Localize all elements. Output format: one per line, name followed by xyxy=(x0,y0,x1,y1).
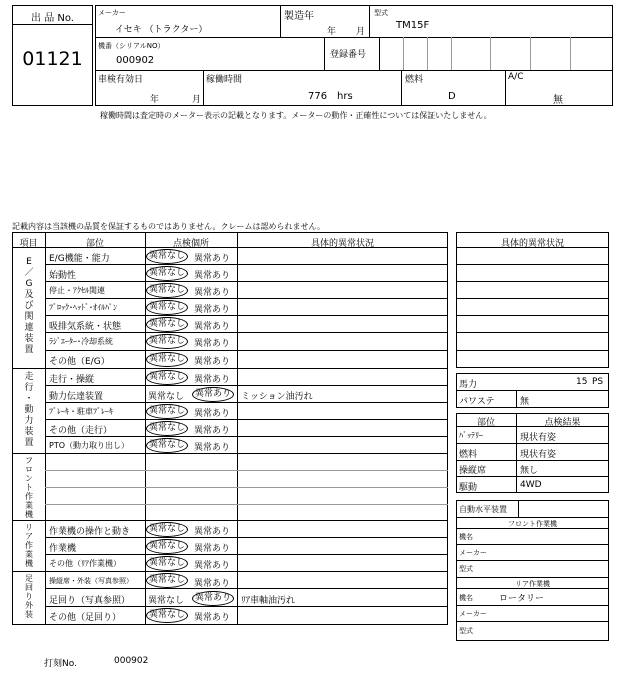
group-title-front-implement: フ ロ ン ト 作 業 機 xyxy=(25,456,33,519)
check-abnormal: 異常あり xyxy=(194,375,231,385)
row-part: 動力伝達装置 xyxy=(49,392,104,402)
right-detail-header: 具体的異常状況 xyxy=(500,239,564,249)
col-part-header: 部位 xyxy=(85,239,104,249)
inspection-year-unit: 年 xyxy=(150,95,160,105)
check-normal-circled: 異常なし xyxy=(146,249,188,264)
maker-label: メーカー xyxy=(98,9,126,17)
check-abnormal: 異常あり xyxy=(194,426,231,436)
row-detail: ミッション油汚れ xyxy=(241,392,313,402)
row-part: 操縦席・外装（写真参照） xyxy=(49,577,133,585)
inspection-result: 4WD xyxy=(520,480,542,490)
check-abnormal: 異常あり xyxy=(194,357,231,367)
check-normal: 異常なし xyxy=(148,596,185,606)
quality-note: 記載内容は当該機の品質を保証するものではありません。クレームは認められません。 xyxy=(12,222,325,231)
rear-maker-label: メーカー xyxy=(459,610,487,618)
col-check-header: 点検個所 xyxy=(172,239,209,249)
inspection-part: ﾊﾞｯﾃﾘｰ xyxy=(459,431,483,440)
check-normal-circled: 異常なし xyxy=(146,334,188,349)
check-abnormal: 異常あり xyxy=(194,544,231,554)
rear-name-value: ロータリー xyxy=(499,594,545,604)
registration-label: 登録番号 xyxy=(330,50,367,60)
inspection-result: 現状有姿 xyxy=(520,433,557,443)
row-part: 始動性 xyxy=(49,271,77,281)
row-part: その他（走行） xyxy=(49,426,113,436)
check-abnormal: 異常あり xyxy=(194,409,231,419)
row-part: 停止・ｱｸｾﾙ関連 xyxy=(49,286,105,295)
rear-implement-header: リア作業機 xyxy=(515,580,550,588)
hours-unit: hrs xyxy=(337,91,353,102)
part-header: 部位 xyxy=(476,418,495,428)
check-normal-circled: 異常なし xyxy=(146,352,188,367)
check-normal-circled: 異常なし xyxy=(146,266,188,281)
check-normal-circled: 異常なし xyxy=(146,404,188,419)
ac-value: 無 xyxy=(553,95,563,106)
check-abnormal: 異常あり xyxy=(194,271,231,281)
check-normal-circled: 異常なし xyxy=(146,539,188,554)
check-normal-circled: 異常なし xyxy=(146,317,188,332)
maker-value: イセキ （トラクター） xyxy=(115,25,208,35)
front-implement-header: フロント作業機 xyxy=(508,520,557,528)
group-title-engine: E ／ G 及 び 関 連 装 置 xyxy=(24,257,34,355)
front-name-label: 機名 xyxy=(459,533,473,541)
check-abnormal: 異常あり xyxy=(194,443,231,453)
inspection-result: 現状有姿 xyxy=(520,450,557,460)
row-part: 足回り（写真参照） xyxy=(49,596,131,606)
rear-name-label: 機名 xyxy=(459,594,473,602)
check-normal-circled: 異常なし xyxy=(146,370,188,385)
group-title-drive: 走 行 ・ 動 力 装 置 xyxy=(24,372,34,448)
row-part: 走行・操縦 xyxy=(49,375,95,385)
inspection-result: 無し xyxy=(520,466,539,476)
row-part: 作業機 xyxy=(49,544,77,554)
rear-model-label: 型式 xyxy=(459,627,473,635)
lot-label: 出 品 No. xyxy=(31,13,74,24)
check-normal-circled: 異常なし xyxy=(146,522,188,537)
model-value: TM15F xyxy=(396,20,430,31)
year-unit: 年 xyxy=(327,27,337,37)
stamp-value: 000902 xyxy=(114,656,149,666)
front-maker-label: メーカー xyxy=(459,549,487,557)
row-part: E/G機能・能力 xyxy=(49,254,110,264)
check-normal-circled: 異常なし xyxy=(146,438,188,453)
inspection-part: 燃料 xyxy=(459,450,478,460)
month-unit: 月 xyxy=(356,27,366,37)
check-abnormal-circled: 異常あり xyxy=(192,591,234,606)
check-abnormal: 異常あり xyxy=(194,561,231,571)
check-abnormal: 異常あり xyxy=(194,339,231,349)
auto-level-label: 自動水平装置 xyxy=(459,505,507,514)
col-detail-header: 具体的異常状況 xyxy=(310,239,374,249)
model-label: 型式 xyxy=(374,9,388,17)
check-abnormal: 異常あり xyxy=(194,322,231,332)
year-label: 製造年 xyxy=(284,11,314,22)
horsepower-value: 15 xyxy=(576,377,588,387)
row-part: その他（足回り） xyxy=(49,613,122,623)
hours-label: 稼働時間 xyxy=(206,75,243,85)
lot-number: 01121 xyxy=(22,48,83,70)
fuel-label: 燃料 xyxy=(405,75,424,85)
check-abnormal: 異常あり xyxy=(194,579,231,589)
row-part: ﾌﾞﾚｰｷ・駐車ﾌﾞﾚｰｷ xyxy=(49,407,113,416)
power-steering-value: 無 xyxy=(520,397,530,407)
check-normal-circled: 異常なし xyxy=(146,556,188,571)
row-part: PTO（動力取り出し） xyxy=(49,441,130,450)
inspection-label: 車検有効日 xyxy=(98,75,144,85)
serial-value: 000902 xyxy=(116,55,155,66)
check-normal-circled: 異常なし xyxy=(146,573,188,588)
check-abnormal: 異常あり xyxy=(194,254,231,264)
row-part: ﾌﾞﾛｯｸ･ﾍｯﾄﾞ･ｵｲﾙﾊﾟﾝ xyxy=(49,303,117,312)
row-detail: ﾘｱ車軸油汚れ xyxy=(241,596,296,606)
check-normal-circled: 異常なし xyxy=(146,421,188,436)
fuel-value: D xyxy=(448,91,456,102)
row-part: 吸排気系統・状態 xyxy=(49,322,122,332)
check-abnormal-circled: 異常あり xyxy=(192,387,234,402)
col-item-header: 項目 xyxy=(19,239,38,249)
ac-label: A/C xyxy=(508,72,524,82)
row-part: 作業機の操作と動き xyxy=(49,527,131,537)
power-steering-label: パワステ xyxy=(459,397,495,407)
check-normal: 異常なし xyxy=(148,392,185,402)
check-normal-circled: 異常なし xyxy=(146,283,188,298)
group-title-undercarriage: 足 回 り 外 装 xyxy=(25,574,33,619)
check-abnormal: 異常あり xyxy=(194,527,231,537)
horsepower-unit: PS xyxy=(592,377,604,387)
inspection-month-unit: 月 xyxy=(192,95,202,105)
inspection-part: 駆動 xyxy=(459,483,478,493)
inspection-part: 操縦席 xyxy=(459,466,487,476)
row-part: ﾗｼﾞｴｰﾀｰ･冷却系統 xyxy=(49,337,113,346)
row-part: その他（ﾘｱ作業機） xyxy=(49,559,121,568)
check-normal-circled: 異常なし xyxy=(146,300,188,315)
horsepower-label: 馬力 xyxy=(459,380,478,390)
group-title-rear-implement: リ ア 作 業 機 xyxy=(25,523,33,568)
front-model-label: 型式 xyxy=(459,565,473,573)
check-abnormal: 異常あり xyxy=(194,305,231,315)
check-normal-circled: 異常なし xyxy=(146,608,188,623)
result-header: 点検結果 xyxy=(544,418,581,428)
hours-value: 776 xyxy=(308,91,328,102)
right-detail-box xyxy=(456,232,609,368)
check-abnormal: 異常あり xyxy=(194,613,231,623)
serial-label: 機番（シリアルNO） xyxy=(98,42,165,50)
stamp-label: 打刻No. xyxy=(44,659,77,669)
meter-note: 稼働時間は査定時のメーター表示の記載となります。メーターの動作・正確性については保証いたしません。 xyxy=(100,111,492,120)
row-part: その他（E/G） xyxy=(49,357,110,367)
check-abnormal: 異常あり xyxy=(194,288,231,298)
